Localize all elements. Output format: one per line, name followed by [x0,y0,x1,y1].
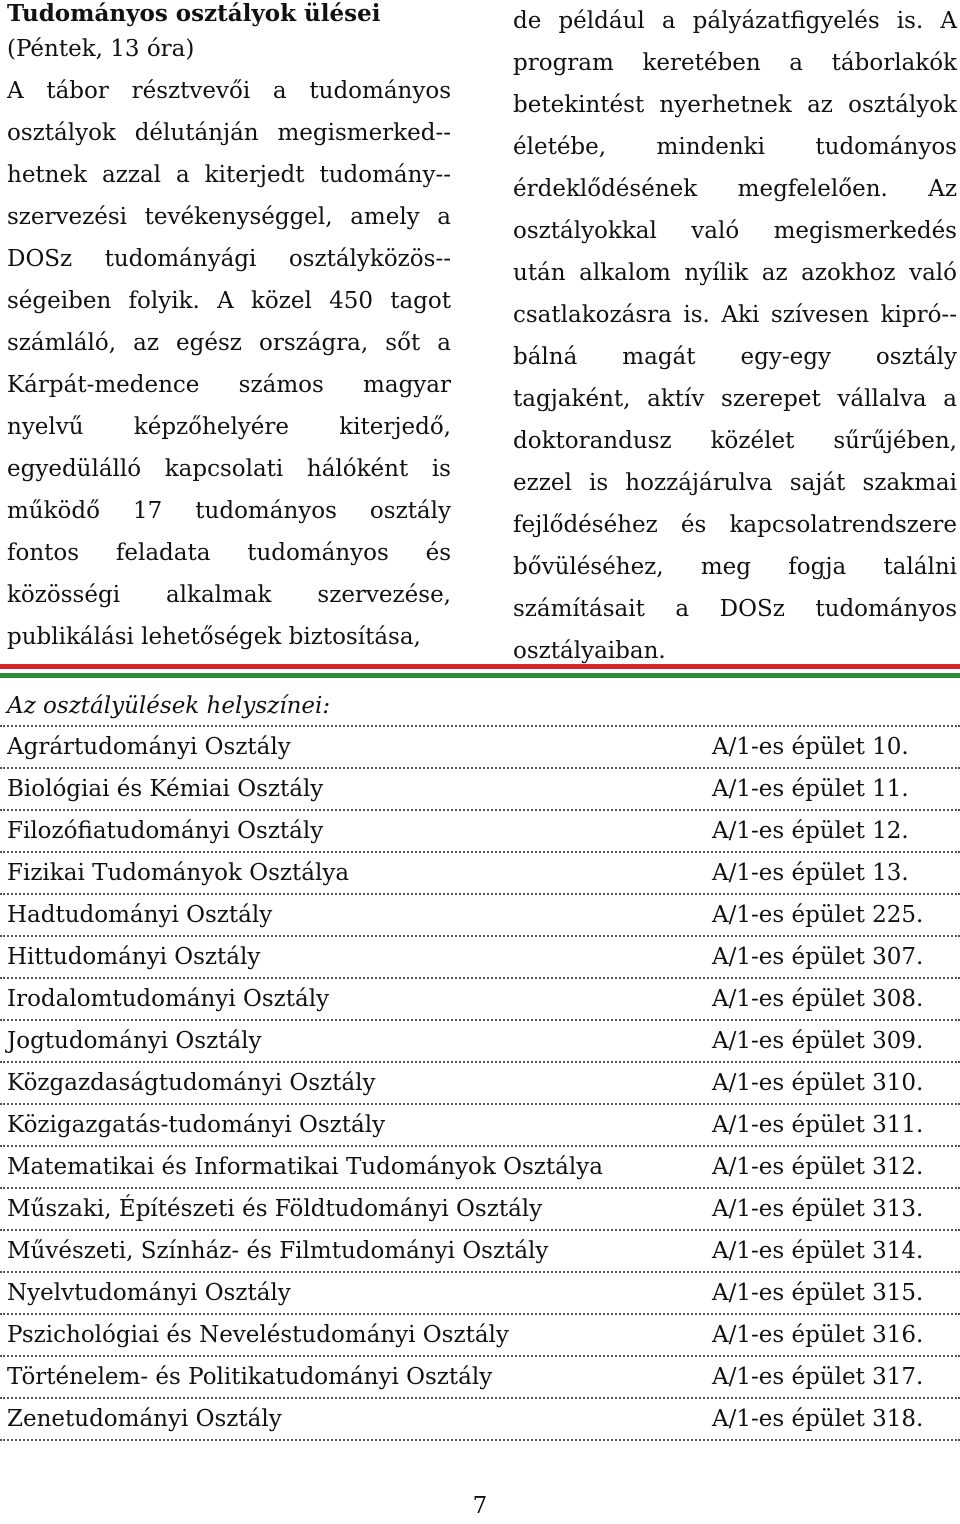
section-room: A/1-es épület 13. [712,860,909,886]
section-room: A/1-es épület 316. [712,1322,924,1348]
table-row [0,895,960,937]
section-name: Műszaki, Építészeti és Földtudományi Osztály [7,1196,543,1222]
locations-rows [0,727,960,1441]
section-name: Agrártudományi Osztály [7,734,291,760]
section-room: A/1-es épület 12. [712,818,909,844]
section-room: A/1-es épület 312. [712,1154,924,1180]
tricolor-divider [0,664,960,678]
section-room: A/1-es épület 318. [712,1406,924,1432]
section-name: Fizikai Tudományok Osztálya [7,860,350,886]
article-title: Tudományos osztályok ülései [7,0,381,27]
section-room: A/1-es épület 11. [712,776,909,802]
page-number: 7 [472,1493,488,1519]
table-row [0,769,960,811]
section-name: Hittudományi Osztály [7,944,261,970]
table-row [0,727,960,769]
section-room: A/1-es épület 308. [712,986,924,1012]
section-name: Nyelvtudományi Osztály [7,1280,291,1306]
right-column-text: de például a pályázatfigyelés is. A program keretében a táborlakók betekintést nyerhetnek az osztályok életébe, mindenki tudományos érdeklődésének megfelelően. Az osztályokkal való megismerkedés után alkalom nyílik az azokhoz való csatlakozásra is. Aki szívesen kipró-bálná magát egy-egy osztály tagjaként, aktív szerepet vállalva a doktorandusz közélet sűrűjében, ezzel is hozzájárulva saját szakmai fejlődéséhez és kapcsolatrendszere bővüléséhez, meg fogja találni számításait a DOSz tudományos osztályaiban. [513,8,957,664]
table-row [0,811,960,853]
section-room: A/1-es épület 311. [712,1112,924,1138]
section-name: Matematikai és Informatikai Tudományok Osztálya [7,1154,603,1180]
table-row [0,1231,960,1273]
left-column [7,0,451,672]
section-room: A/1-es épület 225. [712,902,924,928]
section-name: Filozófiatudományi Osztály [7,818,324,844]
table-row [0,1315,960,1357]
section-name: Irodalomtudományi Osztály [7,986,330,1012]
table-row [0,1105,960,1147]
section-name: Történelem- és Politikatudományi Osztály [7,1364,493,1390]
table-row [0,1021,960,1063]
article-subtitle: (Péntek, 13 óra) [7,36,195,62]
section-name: Közigazgatás-tudományi Osztály [7,1112,386,1138]
section-room: A/1-es épület 315. [712,1280,924,1306]
table-row [0,937,960,979]
section-room: A/1-es épület 307. [712,944,924,970]
section-name: Pszichológiai és Neveléstudományi Osztály [7,1322,509,1348]
divider-green-stripe [0,673,960,678]
section-room: A/1-es épület 317. [712,1364,924,1390]
table-row [0,1147,960,1189]
table-row [0,1273,960,1315]
section-name: Biológiai és Kémiai Osztály [7,776,324,802]
right-column [513,0,957,672]
section-room: A/1-es épület 314. [712,1238,924,1264]
section-room: A/1-es épület 10. [712,734,909,760]
section-name: Művészeti, Színház- és Filmtudományi Osztály [7,1238,549,1264]
section-room: A/1-es épület 313. [712,1196,924,1222]
section-room: A/1-es épület 309. [712,1028,924,1054]
table-row [0,1063,960,1105]
section-name: Jogtudományi Osztály [7,1028,262,1054]
locations-heading: Az osztályülések helyszínei: [0,685,960,727]
table-row [0,1189,960,1231]
section-name: Hadtudományi Osztály [7,902,273,928]
left-column-text: A tábor résztvevői a tudományos osztályok délutánján megismerked-hetnek azzal a kiterjedt tudomány-szervezési tevékenységgel, amely a DOSz tudományági osztályközös-ségeiben folyik. A közel 450 tagot számláló, az egész országra, sőt a Kárpát-medence számos magyar nyelvű képzőhelyére kiterjedő, egyedülálló kapcsolati hálóként is működő 17 tudományos osztály fontos feladata tudományos és közösségi alkalmak szervezése, publikálási lehetőségek biztosítása, [7,78,451,650]
locations-table [0,685,960,1441]
section-name: Zenetudományi Osztály [7,1406,282,1432]
section-name: Közgazdaságtudományi Osztály [7,1070,376,1096]
table-row [0,853,960,895]
table-row [0,979,960,1021]
table-row [0,1357,960,1399]
section-room: A/1-es épület 310. [712,1070,924,1096]
article-columns [7,0,957,672]
table-row [0,1399,960,1441]
